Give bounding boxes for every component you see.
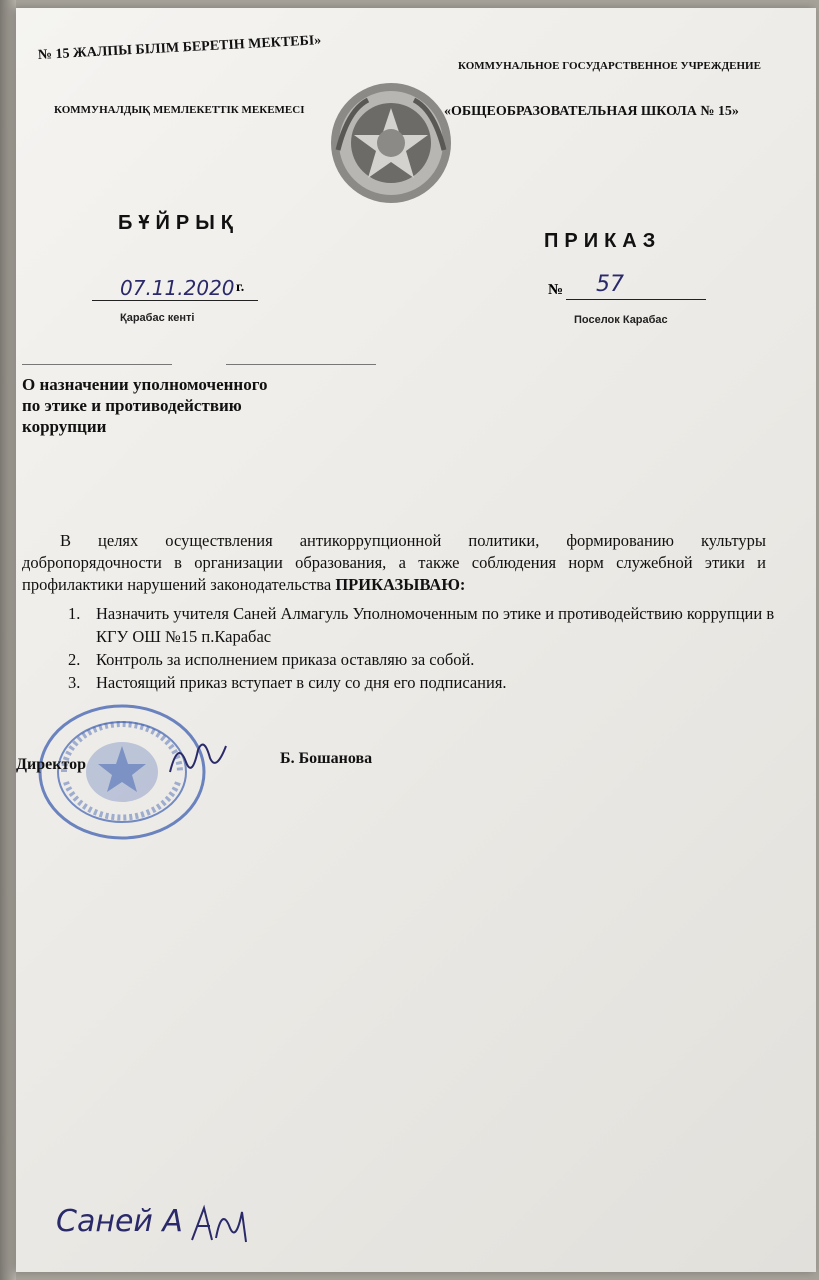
acknowledgement-handwriting: Саней А	[56, 1204, 183, 1239]
director-signature-icon	[164, 732, 234, 782]
order-subject	[22, 374, 268, 437]
list-item: 3. Настоящий приказ вступает в силу со дня его подписания.	[68, 673, 507, 692]
date-suffix: г.	[236, 280, 245, 295]
order-number: 57	[596, 272, 624, 297]
acknowledgement-signature-icon	[186, 1198, 266, 1248]
body-intro: В целях осуществления антикоррупционной политики, формированию культуры добропорядочности в организации образования, а также соблюдения норм служебной этики и профилактики нарушений законодательства	[22, 531, 766, 594]
subject-corner-left	[22, 364, 172, 365]
date-underline	[92, 300, 258, 301]
signature-role: Директор	[16, 756, 86, 773]
number-label: №	[548, 282, 564, 298]
order-body	[22, 530, 766, 596]
order-items	[58, 602, 778, 694]
kz-order-title: БҰЙРЫҚ	[118, 212, 239, 234]
body-command: ПРИКАЗЫВАЮ:	[335, 575, 466, 594]
kz-school-name: № 15 ЖАЛПЫ БІЛІМ БЕРЕТІН МЕКТЕБІ»	[37, 33, 322, 63]
kz-place: Қарабас кенті	[120, 312, 195, 324]
number-underline	[566, 299, 706, 300]
ru-order-title: ПРИКАЗ	[544, 230, 662, 252]
folder-edge	[0, 0, 16, 1280]
ru-institution: КОММУНАЛЬНОЕ ГОСУДАРСТВЕННОЕ УЧРЕЖДЕНИЕ	[458, 60, 761, 72]
ru-school-name: «ОБЩЕОБРАЗОВАТЕЛЬНАЯ ШКОЛА № 15»	[444, 104, 739, 119]
state-emblem-icon	[328, 80, 454, 206]
list-item: 1. Назначить учителя Саней Алмагуль Уполномоченным по этике и противодействию коррупции в КГУ ОШ №15 п.Карабас	[68, 604, 775, 646]
list-item: 2. Контроль за исполнением приказа оставляю за собой.	[68, 650, 475, 669]
subject-line-2: по этике и противодействию	[22, 396, 242, 415]
document-page	[16, 8, 816, 1272]
ru-place: Поселок Карабас	[574, 314, 668, 326]
subject-line-3: коррупции	[22, 417, 107, 436]
order-date: 07.11.2020	[120, 276, 235, 300]
subject-corner-right	[226, 364, 376, 365]
signature-name: Б. Бошанова	[280, 750, 373, 767]
subject-line-1: О назначении уполномоченного	[22, 375, 268, 394]
kz-institution: КОММУНАЛДЫҚ МЕМЛЕКЕТТІК МЕКЕМЕСІ	[54, 104, 305, 116]
